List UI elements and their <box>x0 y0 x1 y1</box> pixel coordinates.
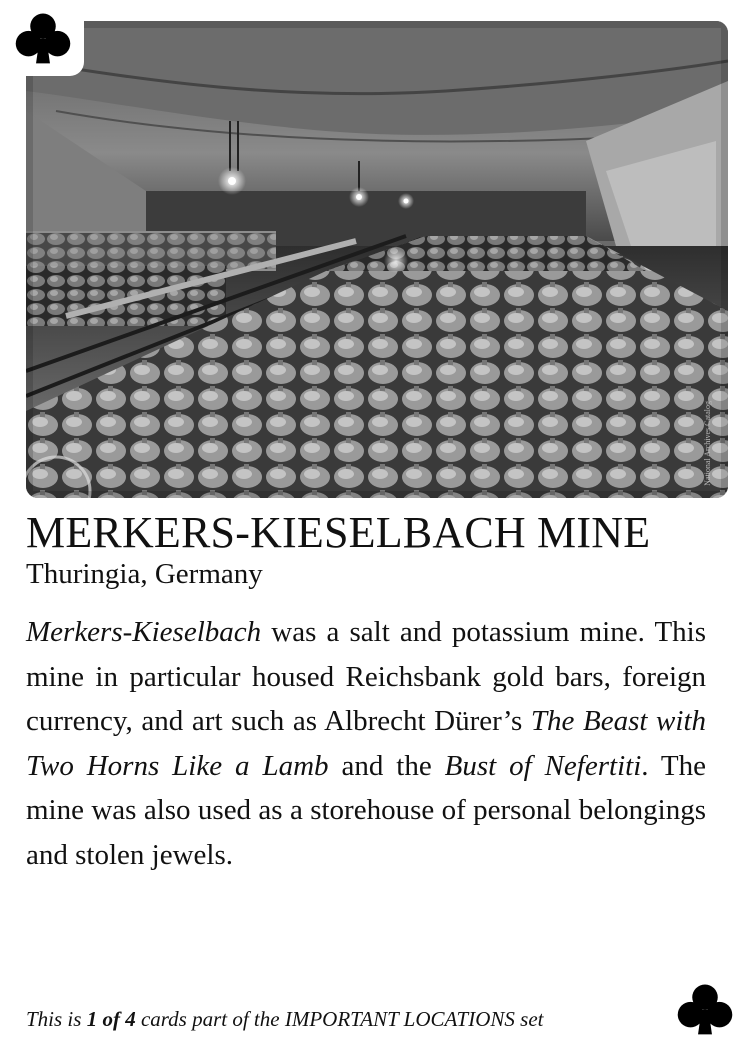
footer-set-name: IMPORTANT LOCATIONS <box>284 1007 515 1031</box>
description-text-2: was a salt and potassium mine. This mine in particular housed Reichsbank gold bars, foreign currency, and art such as Albrecht Dürer’s <box>26 616 706 737</box>
description-text-6: . The mine was also used as a storehouse of personal belongings and stolen jewels. <box>26 749 706 871</box>
footer-suffix: set <box>514 1007 544 1031</box>
photo-credit: National Archives Catalog <box>703 401 712 486</box>
description-italic-1: Merkers-Kieselbach <box>26 616 262 648</box>
corner-suit-top <box>0 0 84 76</box>
description-text-4: and the <box>328 749 445 782</box>
card-footer <box>26 1007 543 1032</box>
description-italic-5: Bust of Nefertiti <box>444 749 642 782</box>
card-location: Thuringia, Germany <box>26 558 263 590</box>
mine-photograph <box>26 21 728 498</box>
club-icon <box>14 10 72 68</box>
footer-count: 1 of 4 <box>86 1007 136 1031</box>
card-title: MERKERS-KIESELBACH MINE <box>26 508 651 557</box>
club-icon <box>676 981 734 1039</box>
footer-middle: cards part of the <box>135 1007 285 1031</box>
footer-prefix: This is <box>26 1007 87 1031</box>
description-italic-3: The Beast with Two Horns Like a Lamb <box>26 705 706 782</box>
corner-suit-bottom <box>676 981 734 1044</box>
card-description <box>26 610 706 877</box>
